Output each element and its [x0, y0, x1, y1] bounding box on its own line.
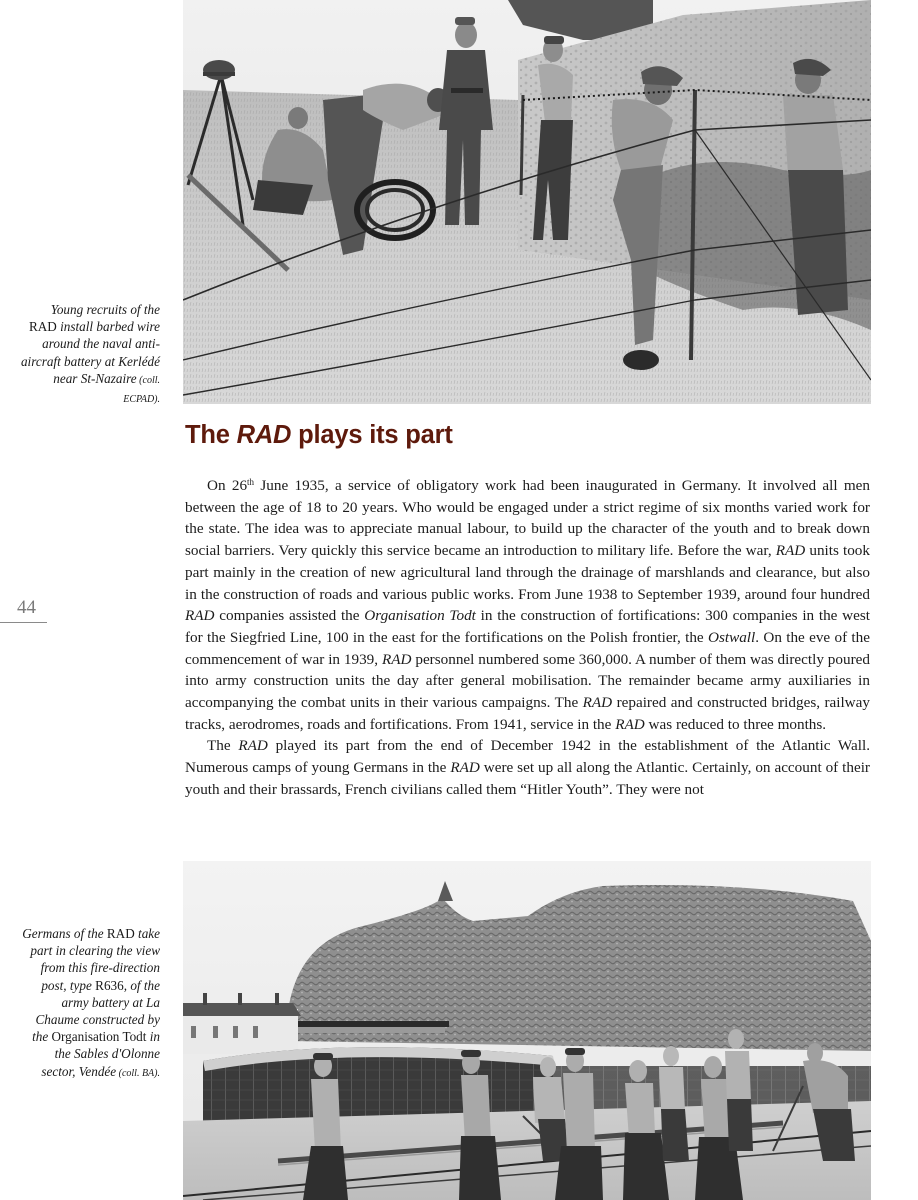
caption-top-part: install barbed wire around the naval anti-aircraft battery at Kerlédé near St-Nazaire — [20, 319, 160, 386]
photo-barbed-wire-recruits — [183, 0, 871, 404]
text-emphasis: RAD — [238, 737, 268, 755]
text-run: repaired and constructed bridges, railway tracks, aerodromes, roads and fortifications. From 1941, service in the — [185, 694, 870, 733]
heading-emphasis: RAD — [236, 421, 292, 449]
text-run: in the construction of fortifications: 300 companies in the west for the Siegfried Line, 100 in the east for the fortifications on the Polish frontier, the — [185, 607, 871, 646]
caption-bottom-part: in the Sables d'Olonne sector, Vendée — [41, 1029, 160, 1079]
section-heading — [185, 421, 453, 450]
article-body — [185, 475, 870, 801]
text-run: The — [207, 737, 239, 755]
photo-credit: (coll. ECPAD). — [123, 374, 160, 406]
caption-bottom-part: RAD — [106, 926, 135, 941]
text-emphasis: RAD — [582, 694, 613, 712]
caption-top-part: RAD — [28, 319, 57, 335]
caption-bottom-part: Germans of the — [22, 926, 107, 941]
text-run: were set up all along the Atlantic. Certainly, on account of their youth and their brassards, French civilians called them “Hitler Youth”. They were not — [185, 759, 870, 798]
caption-bottom-part: , of the army battery at La Chaume constructed by the — [32, 977, 160, 1045]
text-emphasis: Organisation Todt — [364, 607, 476, 625]
page-number: 44 — [0, 597, 47, 623]
text-emphasis: Ostwall — [707, 628, 756, 646]
paragraph-2 — [185, 735, 870, 800]
text-run: units took part mainly in the creation of new agricultural land through the drainage of marshlands and clearance, but also in the construction of roads and various public works. From June 1938 to September 1939, around four hundred — [185, 542, 870, 603]
caption-top-part: Young recruits of the — [50, 302, 160, 317]
text-run: companies assisted the — [214, 607, 365, 625]
caption-bottom-part: take part in clearing the view from this fire-direction post, type — [30, 926, 160, 993]
text-run: June 1935, a service of obligatory work had been inaugurated in Germany. It involved all men between the age of 18 to 20 years. Who would be engaged under a strict regime of six months varied work for the state. The idea was to appreciate manual labour, to build up the character of the youth and to break down social barriers. Very quickly this service became an introduction to military life. Before the war, — [185, 477, 871, 560]
caption-top-photo — [20, 301, 160, 408]
ordinal-superscript: th — [247, 477, 255, 487]
photo-bunker-workers — [183, 861, 871, 1200]
text-emphasis: RAD — [775, 542, 806, 560]
text-run: played its part from the end of December 1942 in the establishment of the Atlantic Wall. Numerous camps of young Germans in the — [185, 737, 870, 777]
photo-barbed-wire-illustration — [183, 0, 871, 404]
caption-bottom-photo — [20, 925, 160, 1082]
caption-bottom-part: R636 — [95, 977, 124, 993]
text-run: was reduced to three months. — [644, 715, 827, 733]
text-run: On 26 — [207, 477, 248, 494]
text-run: . On the eve of the commencement of war in 1939, — [185, 628, 870, 668]
heading-pre: The — [185, 421, 237, 449]
text-emphasis: RAD — [615, 715, 645, 733]
caption-bottom-part: Organisation Todt — [51, 1029, 147, 1045]
text-run: personnel numbered some 360,000. A number of them was directly poured into army construction units the day after general mobilisation. The remainder became army auxiliaries in accompanying the combat units in their various campaigns. The — [185, 650, 870, 712]
photo-bunker-illustration — [183, 861, 871, 1200]
text-emphasis: RAD — [381, 650, 412, 668]
photo-credit: (coll. BA). — [116, 1067, 160, 1079]
text-emphasis: RAD — [450, 759, 480, 777]
heading-post: plays its part — [291, 421, 453, 449]
text-emphasis: RAD — [185, 607, 215, 625]
paragraph-1 — [185, 475, 870, 735]
